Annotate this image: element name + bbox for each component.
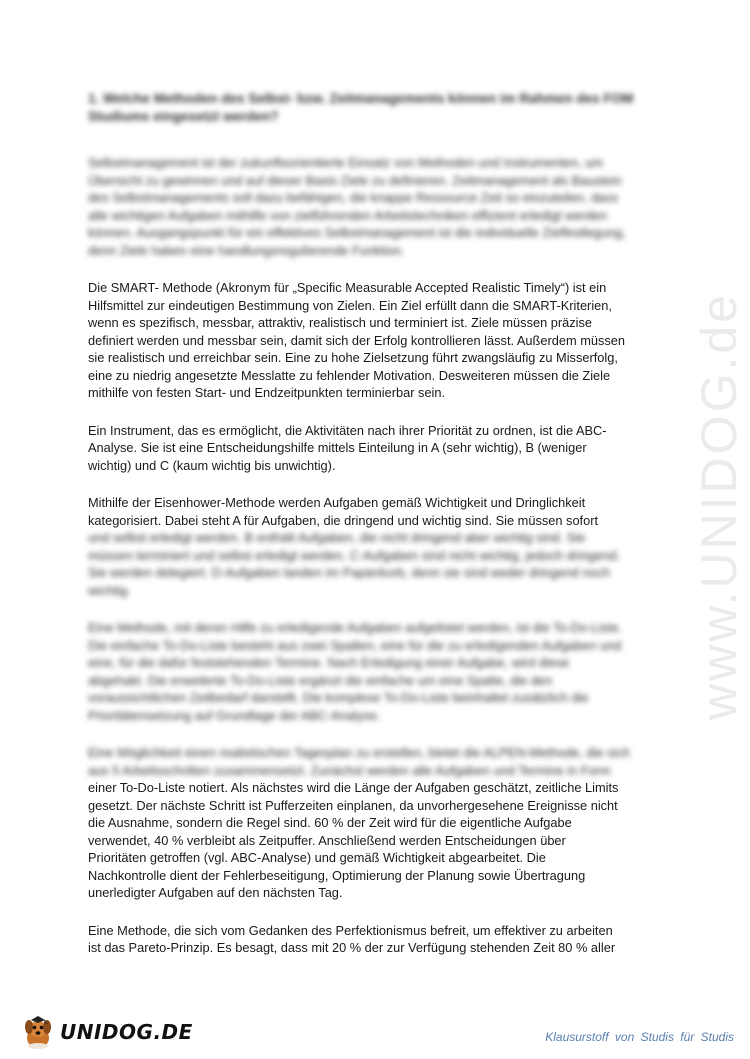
text-line: aus 5 Arbeitsschritten zusammensetzt. Zunächst werden alle Aufgaben und Termine in Form bbox=[88, 762, 611, 778]
footer-tagline: Klausurstoff von Studis für Studis bbox=[545, 1030, 734, 1044]
text-line: können. Ausgangspunkt für ein effektives Selbstmanagement ist die individuelle Zielfestlegung, bbox=[88, 225, 626, 240]
text-line: ist das Pareto-Prinzip. Es besagt, dass mit 20 % der zur Verfügung stehenden Zeit 80 % aller bbox=[88, 940, 616, 955]
text-line: Ein Instrument, das es ermöglicht, die Aktivitäten nach ihrer Priorität zu ordnen, ist die ABC- bbox=[88, 422, 607, 438]
text-line: wenn es spezifisch, messbar, attraktiv, realistisch und terminiert ist. Ziele müssen präzise bbox=[88, 315, 593, 330]
text-line: denn Ziele haben eine handlungsregulierende Funktion. bbox=[88, 242, 405, 258]
text-line: kategorisiert. Dabei steht A für Aufgaben, die dringend und wichtig sind. Sie müssen sofort bbox=[88, 512, 599, 528]
text-line: unerledigter Aufgaben auf den nächsten Tag. bbox=[88, 885, 343, 900]
text-line: einer To-Do-Liste notiert. Als nächstes wird die Länge der Aufgaben geschätzt, zeitliche Limits bbox=[88, 780, 619, 795]
text-line: sie realistisch und erreichbar sein. Eine zu hohe Zielsetzung führt zwangsläufig zu Misserfolg, bbox=[88, 350, 618, 365]
paragraph-abc bbox=[88, 422, 648, 475]
text-line: Sie werden delegiert. D-Aufgaben landen im Papierkorb, denn sie sind weder dringend noch bbox=[88, 565, 611, 580]
text-line: des Selbstmanagements soll dazu befähigen, die knappe Ressource Zeit so einzuteilen, dass bbox=[88, 190, 618, 205]
paragraph-alpen bbox=[88, 744, 648, 902]
text-line: Mithilfe der Eisenhower-Methode werden Aufgaben gemäß Wichtigkeit und Dringlichkeit bbox=[88, 495, 586, 510]
text-line: müssen terminiert und selbst erledigt werden. C-Aufgaben sind nicht wichtig, jedoch dringend. bbox=[88, 547, 621, 563]
paragraph-smart bbox=[88, 279, 648, 402]
text-line: Prioritäten getroffen (vgl. ABC-Analyse) und gemäß Wichtigkeit abgearbeitet. Die bbox=[88, 850, 546, 865]
logo-text: UNIDOG.DE bbox=[60, 1020, 193, 1044]
text-line: alle wichtigen Aufgaben mithilfe von zielführenden Arbeitstechniken effizient erledigt werden bbox=[88, 207, 608, 223]
text-line: Prioritätensetzung auf Grundlage der ABC-Analyse. bbox=[88, 707, 381, 723]
dog-mascot-icon bbox=[18, 1012, 58, 1052]
paragraph-pareto bbox=[88, 922, 648, 957]
text-line: Übersicht zu gewinnen und auf dieser Basis Ziele zu definieren. Zeitmanagement als Baustein bbox=[88, 172, 622, 188]
text-line: Hilfsmittel zur eindeutigen Bestimmung von Zielen. Ein Ziel erfüllt dann die SMART-Kriterien, bbox=[88, 297, 612, 313]
paragraph-todo bbox=[88, 619, 648, 724]
text-line: wichtig. bbox=[88, 582, 131, 598]
text-line: Die einfache To-Do-Liste besteht aus zwei Spalten, eine für die zu erledigenden Aufgaben und bbox=[88, 637, 622, 653]
document-body bbox=[88, 90, 648, 977]
text-line: eine zu niedrig angesetzte Messlatte zu fehlender Motivation. Desweiteren müssen die Ziele bbox=[88, 367, 611, 383]
text-line: voraussichtlichen Zeitbedarf darstellt. Die komplexe To-Do-Liste beinhaltet zusätzlich die bbox=[88, 690, 589, 705]
paragraph-intro bbox=[88, 154, 648, 259]
text-line: Analyse. Sie ist eine Entscheidungshilfe mittels Einteilung in A (sehr wichtig), B (weniger bbox=[88, 440, 587, 455]
text-line: Selbstmanagement ist der zukunftsorientierte Einsatz von Methoden und Instrumenten, um bbox=[88, 155, 603, 170]
paragraph-eisenhower bbox=[88, 494, 648, 599]
text-line: und selbst erledigt werden. B enthält Aufgaben, die nicht dringend aber wichtig sind. Sie bbox=[88, 530, 586, 545]
text-line: wichtig) und C (kaum wichtig bis unwichtig). bbox=[88, 457, 336, 473]
text-line: Eine Methode, mit deren Hilfe zu erledigende Aufgaben aufgelistet werden, ist die To-Do-Liste. bbox=[88, 620, 622, 635]
question-heading: 1. Welche Methoden des Selbst- bzw. Zeitmanagements können im Rahmen des FOM Studiums eingesetzt werden? bbox=[88, 91, 634, 124]
text-line: Eine Methode, die sich vom Gedanken des Perfektionismus befreit, um effektiver zu arbeiten bbox=[88, 922, 613, 938]
unidog-logo[interactable] bbox=[18, 1012, 193, 1052]
text-line: Die SMART- Methode (Akronym für „Specific Measurable Accepted Realistic Timely“) ist ein bbox=[88, 280, 607, 295]
text-line: eine, für die dafür feststehenden Termine. Nach Erledigung einer Aufgabe, wird diese bbox=[88, 655, 570, 670]
text-line: verwendet, 40 % verbleibt als Zeitpuffer. Anschließend werden Entscheidungen über bbox=[88, 832, 566, 848]
text-line: abgehakt. Die erweiterte To-Do-Liste ergänzt die einfache um eine Spalte, die den bbox=[88, 672, 553, 688]
text-line: die Ausnahme, sondern die Regel sind. 60 % der Zeit wird für die eigentliche Aufgabe bbox=[88, 815, 572, 830]
text-line: Nachkontrolle dient der Fehlerbeseitigung, Optimierung der Planung sowie Übertragung bbox=[88, 867, 586, 883]
text-line: mithilfe von festen Start- und Endzeitpunkten terminierbar sein. bbox=[88, 385, 446, 400]
watermark: www.UNIDOG.de bbox=[691, 292, 747, 720]
text-line: gesetzt. Der nächste Schritt ist Pufferzeiten einplanen, da unvorhergesehene Ereignisse nicht bbox=[88, 797, 618, 813]
text-line: Eine Möglichkeit einen realistischen Tagesplan zu erstellen, bietet die ALPEN-Methode, die sich bbox=[88, 745, 630, 760]
text-line: definiert werden und messbar sein, damit sich der Erfolg kontrollieren lässt. Außerdem müssen bbox=[88, 332, 626, 348]
